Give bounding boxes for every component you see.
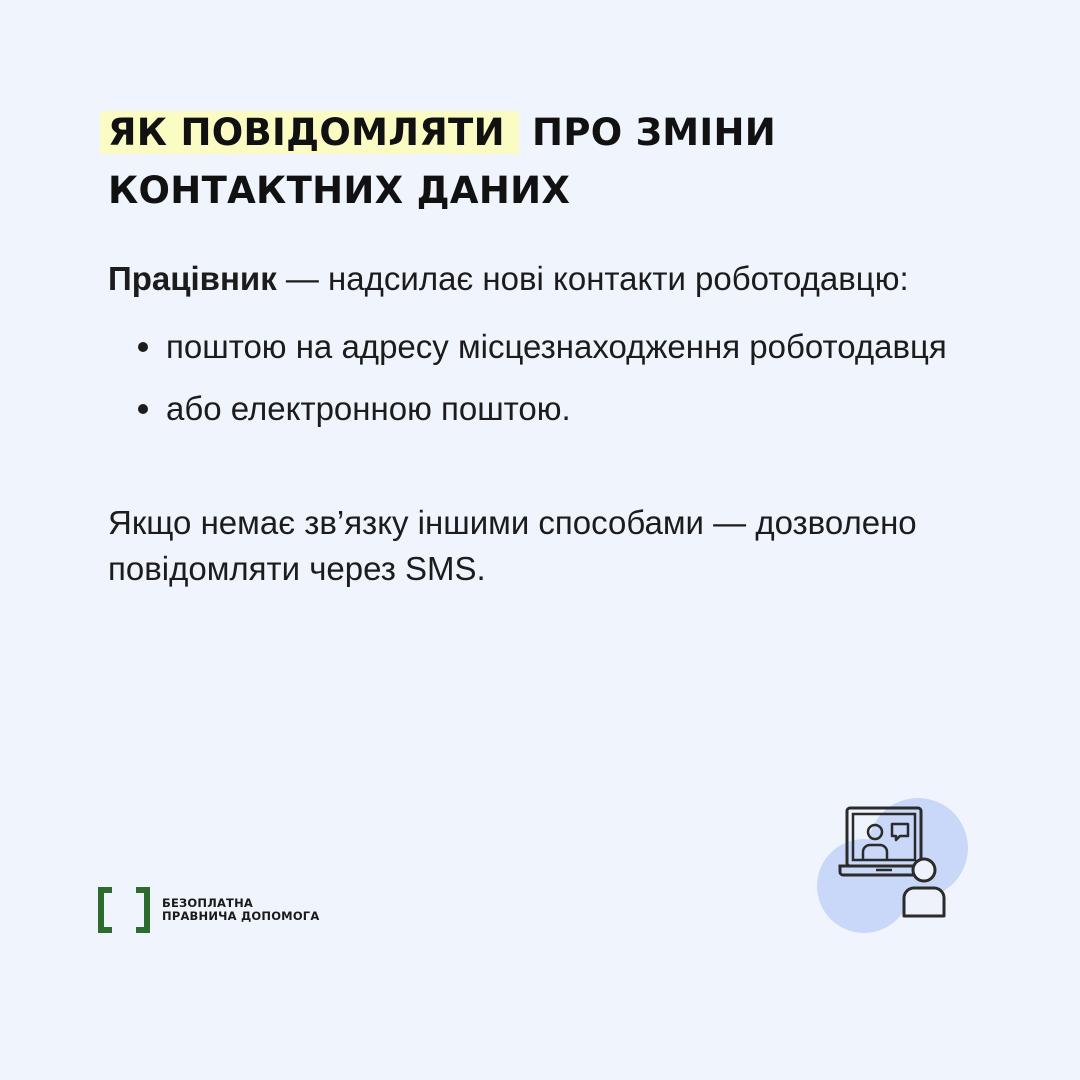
list-item-text: або електронною поштою.: [166, 390, 571, 427]
intro-text: — надсилає нові контакти роботодавцю:: [276, 260, 909, 297]
page-title: [108, 104, 776, 220]
logo: [98, 886, 319, 934]
bullet-icon: [138, 342, 148, 352]
title-line2: КОНТАКТНИХ ДАНИХ: [108, 169, 571, 212]
bracket-logo-icon: [98, 887, 150, 933]
list-item: [108, 324, 1008, 370]
logo-line2: ПРАВНИЧА ДОПОМОГА: [162, 909, 320, 923]
intro-paragraph: [108, 256, 1008, 302]
bullet-icon: [138, 404, 148, 414]
list-item-text: поштою на адресу місцезнаходження роботодавця: [166, 328, 947, 365]
intro-bold: Працівник: [108, 260, 277, 297]
methods-list: [108, 324, 1008, 448]
title-rest: ПРО ЗМІНИ: [532, 111, 776, 154]
logo-line1: БЕЗОПЛАТНА: [162, 896, 254, 910]
note-paragraph: Якщо немає зв’язку іншими способами — дозволено повідомляти через SMS.: [108, 504, 917, 587]
video-call-icon: [812, 788, 972, 938]
list-item: [108, 386, 1008, 432]
logo-text: [162, 897, 319, 923]
title-highlight: ЯК ПОВІДОМЛЯТИ: [108, 111, 519, 154]
